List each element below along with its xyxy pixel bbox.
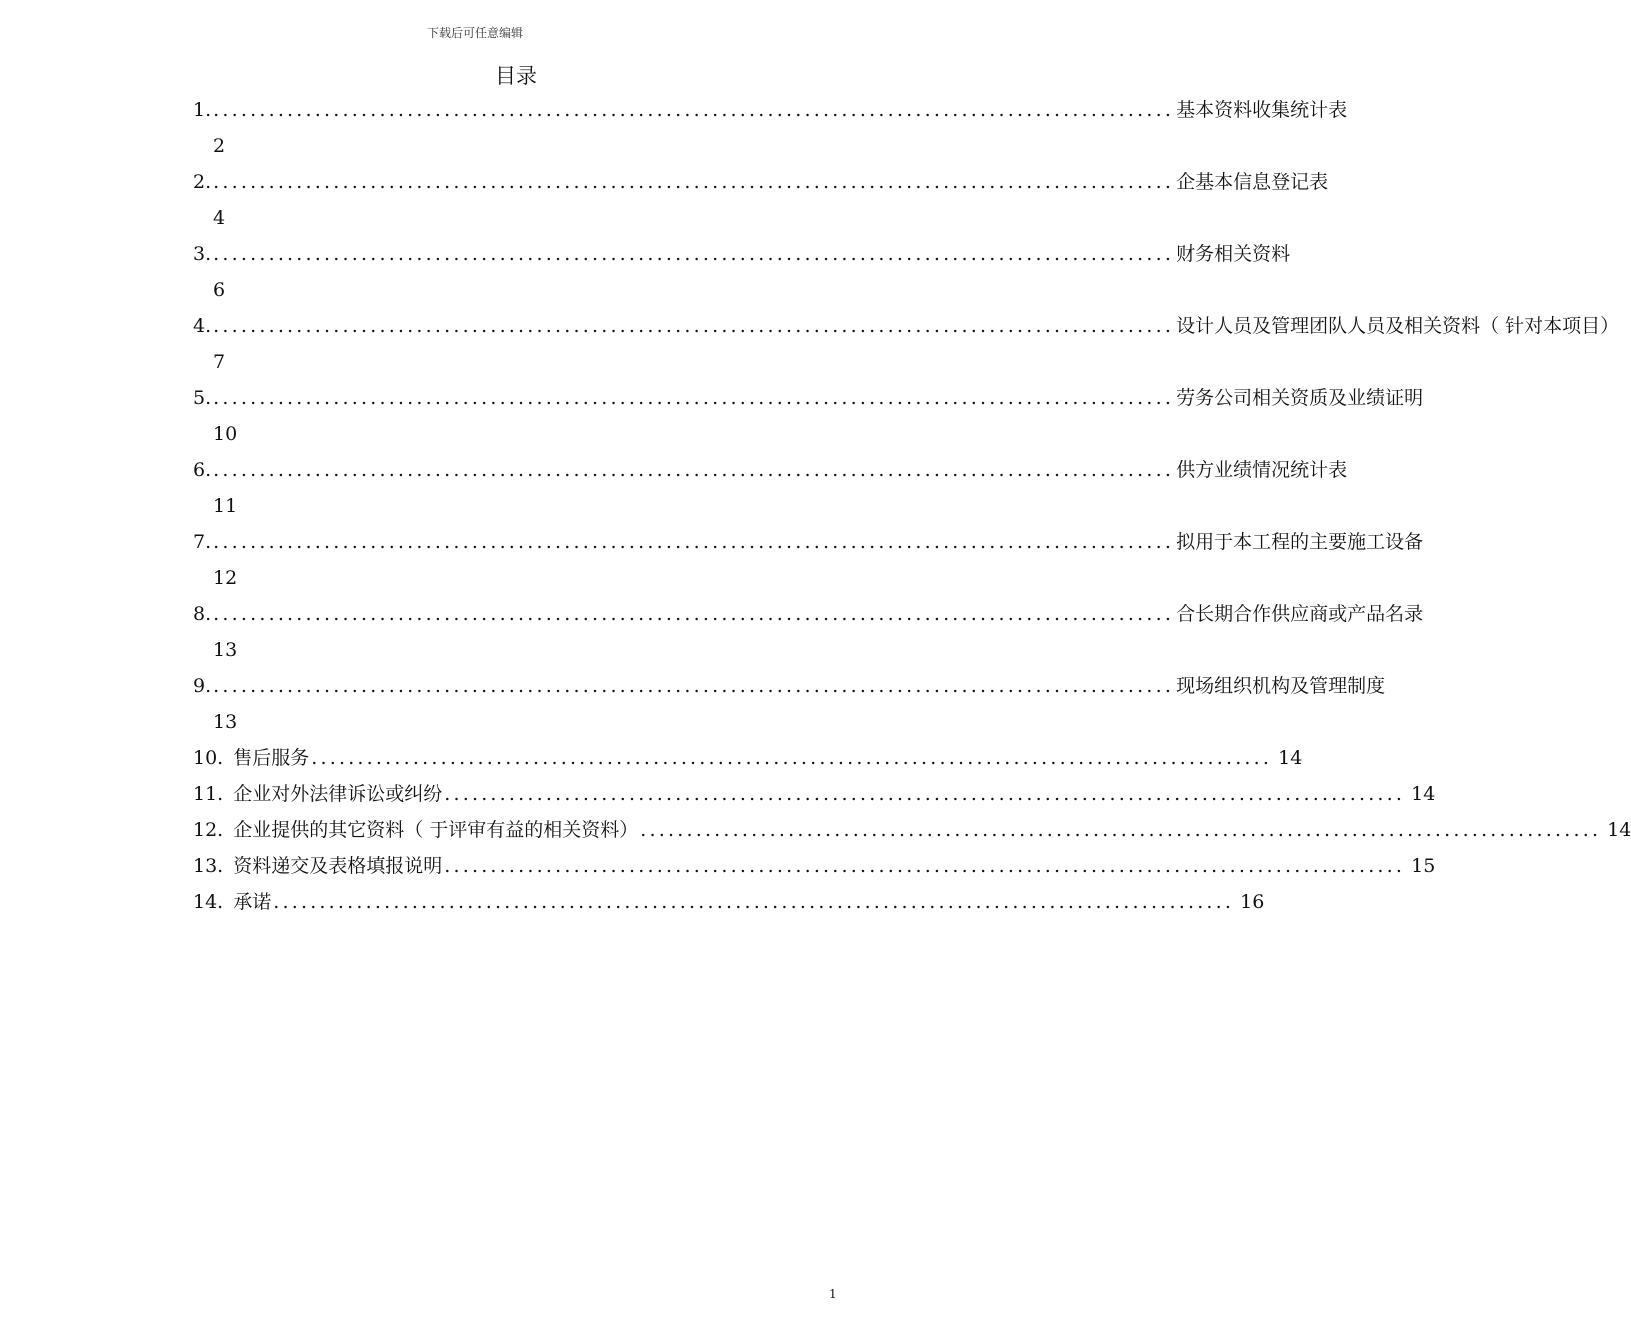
toc-entry-title: 设计人员及管理团队人员及相关资料（ 针对本项目） — [1176, 315, 1620, 337]
toc-entry-page: 14 — [1607, 819, 1631, 841]
page-number: 1 — [829, 1287, 837, 1301]
toc-entry-number: 2. — [193, 171, 212, 193]
toc-entry-5[interactable] — [193, 380, 1424, 452]
toc-entry-page: 12 — [213, 567, 238, 589]
toc-entry-title: 资料递交及表格填报说明 — [233, 855, 443, 877]
toc-leader-dots: ........................................................................................................ — [444, 783, 1406, 805]
toc-entry-10[interactable] — [193, 740, 1303, 776]
toc-entry-page: 16 — [1240, 891, 1265, 913]
toc-entry-8[interactable] — [193, 596, 1424, 668]
toc-entry-page: 15 — [1411, 855, 1436, 877]
toc-entry-page: 4 — [213, 207, 226, 229]
toc-entry-title: 企基本信息登记表 — [1176, 171, 1329, 193]
toc-entry-number: 3. — [193, 243, 212, 265]
toc-entry-1[interactable] — [193, 92, 1348, 164]
toc-entry-number: 5. — [193, 387, 212, 409]
toc-entry-11[interactable] — [193, 776, 1436, 812]
table-of-contents — [193, 92, 1631, 920]
toc-entry-number: 7. — [193, 531, 212, 553]
toc-entry-page: 2 — [213, 135, 226, 157]
toc-entry-number: 11. — [193, 783, 224, 805]
toc-leader-dots: ........................................................................................................ — [640, 819, 1602, 841]
toc-entry-title: 企业对外法律诉讼或纠纷 — [233, 783, 443, 805]
toc-entry-title: 合长期合作供应商或产品名录 — [1176, 603, 1424, 625]
toc-entry-13[interactable] — [193, 848, 1436, 884]
toc-leader-dots: ........................................................................................................ — [444, 855, 1406, 877]
toc-entry-4[interactable] — [193, 308, 1620, 380]
toc-entry-number: 8. — [193, 603, 212, 625]
toc-entry-number: 14. — [193, 891, 224, 913]
toc-entry-number: 4. — [193, 315, 212, 337]
toc-entry-page: 7 — [213, 351, 226, 373]
toc-entry-number: 13. — [193, 855, 224, 877]
toc-entry-title: 劳务公司相关资质及业绩证明 — [1176, 387, 1424, 409]
toc-entry-14[interactable] — [193, 884, 1265, 920]
toc-entry-title: 供方业绩情况统计表 — [1176, 459, 1348, 481]
toc-entry-page: 14 — [1411, 783, 1436, 805]
toc-entry-3[interactable] — [193, 236, 1291, 308]
toc-leader-dots: ........................................................................................................ — [213, 603, 1175, 625]
toc-leader-dots: ........................................................................................................ — [273, 891, 1235, 913]
toc-entry-page: 14 — [1278, 747, 1303, 769]
toc-entry-9[interactable] — [193, 668, 1386, 740]
toc-entry-title: 现场组织机构及管理制度 — [1176, 675, 1386, 697]
toc-leader-dots: ........................................................................................................ — [213, 675, 1175, 697]
toc-entry-number: 10. — [193, 747, 224, 769]
toc-entry-number: 12. — [193, 819, 224, 841]
toc-leader-dots: ........................................................................................................ — [213, 315, 1175, 337]
toc-leader-dots: ........................................................................................................ — [213, 171, 1175, 193]
toc-entry-2[interactable] — [193, 164, 1329, 236]
toc-title: 目录 — [495, 64, 537, 88]
toc-entry-title: 承诺 — [233, 891, 272, 913]
toc-leader-dots: ........................................................................................................ — [213, 531, 1175, 553]
toc-leader-dots: ........................................................................................................ — [213, 243, 1175, 265]
toc-entry-number: 1. — [193, 99, 212, 121]
toc-leader-dots: ........................................................................................................ — [311, 747, 1273, 769]
toc-entry-page: 13 — [213, 639, 238, 661]
toc-entry-6[interactable] — [193, 452, 1348, 524]
toc-entry-page: 6 — [213, 279, 226, 301]
toc-leader-dots: ........................................................................................................ — [213, 459, 1175, 481]
toc-leader-dots: ........................................................................................................ — [213, 99, 1175, 121]
toc-entry-12[interactable] — [193, 812, 1631, 848]
toc-entry-title: 财务相关资料 — [1176, 243, 1291, 265]
toc-entry-page: 11 — [213, 495, 238, 517]
toc-entry-page: 13 — [213, 711, 238, 733]
toc-entry-page: 10 — [213, 423, 238, 445]
toc-entry-title: 企业提供的其它资料（ 于评审有益的相关资料） — [233, 819, 639, 841]
toc-entry-7[interactable] — [193, 524, 1424, 596]
toc-entry-number: 9. — [193, 675, 212, 697]
toc-entry-title: 拟用于本工程的主要施工设备 — [1176, 531, 1424, 553]
toc-entry-number: 6. — [193, 459, 212, 481]
toc-entry-title: 售后服务 — [233, 747, 310, 769]
toc-entry-title: 基本资料收集统计表 — [1176, 99, 1348, 121]
page-header: 下载后可任意编辑 — [426, 26, 523, 40]
toc-leader-dots: ........................................................................................................ — [213, 387, 1175, 409]
